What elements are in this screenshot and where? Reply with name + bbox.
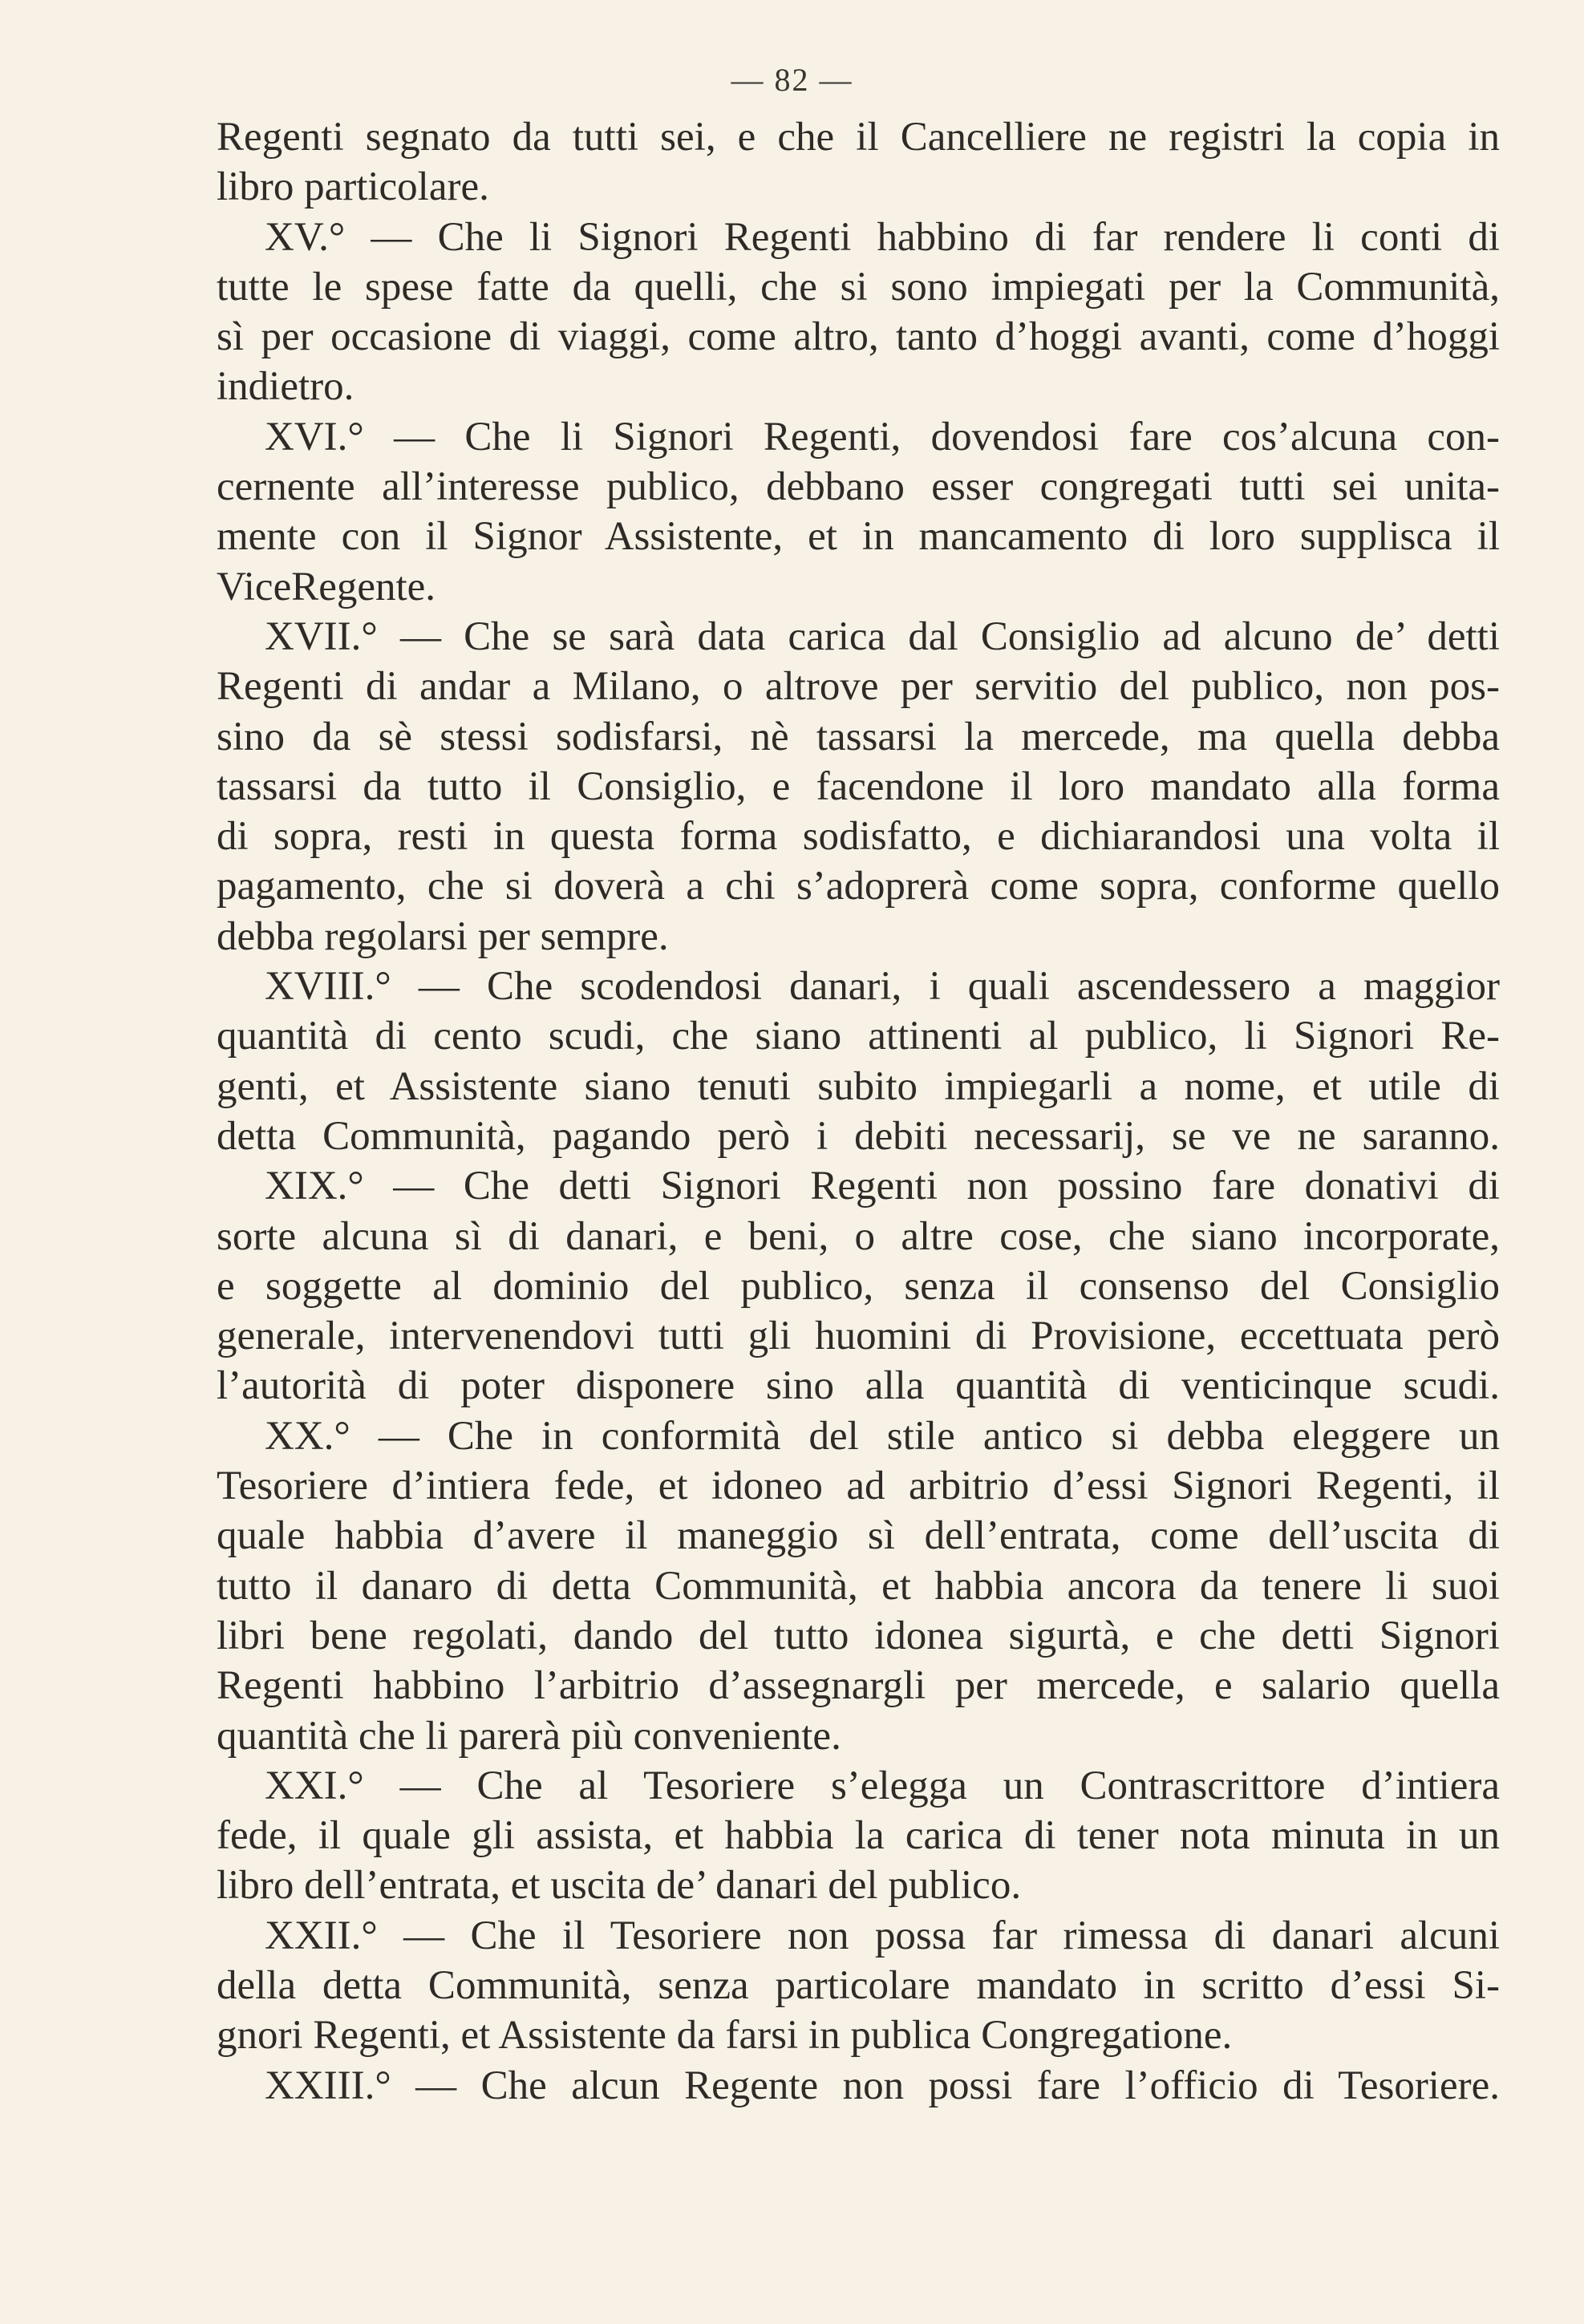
text-line: XIX.° — Che detti Signori Regenti non possino fare donativi di (265, 1164, 1500, 1209)
text-line: gnori Regenti, et Assistente da farsi in publica Congregatione. (217, 2013, 1233, 2059)
text-line: ViceRegente. (217, 564, 436, 609)
text-line: libro dell’entrata, et uscita de’ danari del publico. (217, 1863, 1022, 1909)
text-line: XXI.° — Che al Tesoriere s’elegga un Contrascrittore d’intiera (265, 1763, 1500, 1808)
text-line: l’autorità di poter disponere sino alla quantità di venticinque scudi. (217, 1363, 1500, 1409)
text-line: quantità di cento scudi, che siano attinenti al publico, li Signori Re- (217, 1014, 1500, 1059)
text-line: XVII.° — Che se sarà data carica dal Consiglio ad alcuno de’ detti (265, 613, 1500, 659)
text-line: XVIII.° — Che scodendosi danari, i quali ascendessero a maggior (265, 964, 1500, 1010)
text-line: pagamento, che si doverà a chi s’adoprerà come sopra, conforme quello (217, 864, 1500, 909)
text-line: Tesoriere d’intiera fede, et idoneo ad arbitrio d’essi Signori Regenti, il (217, 1464, 1500, 1509)
body-text (217, 112, 1500, 2111)
text-line: genti, et Assistente siano tenuti subito impiegarli a nome, et utile di (217, 1063, 1500, 1109)
text-line: indietro. (217, 364, 354, 410)
text-line: XV.° — Che li Signori Regenti habbino di far rendere li conti di (265, 214, 1500, 260)
text-line: quale habbia d’avere il maneggio sì dell’entrata, come dell’uscita di (217, 1513, 1500, 1559)
text-line: sino da sè stessi sodisfarsi, nè tassarsi la mercede, ma quella debba (217, 714, 1500, 759)
text-line: sì per occasione di viaggi, come altro, tanto d’hoggi avanti, come d’hoggi (217, 314, 1500, 360)
page-number: — 82 — (731, 62, 853, 98)
text-line: di sopra, resti in questa forma sodisfatto, e dichiarandosi una volta il (217, 814, 1500, 860)
text-line: quantità che li parerà più conveniente. (217, 1713, 841, 1759)
text-line: XXIII.° — Che alcun Regente non possi fare l’officio di Tesoriere. (265, 2063, 1500, 2108)
text-line: generale, intervenendovi tutti gli huomini di Provisione, eccettuata però (217, 1314, 1500, 1359)
text-line: Regenti di andar a Milano, o altrove per servitio del publico, non pos- (217, 664, 1500, 710)
text-line: XX.° — Che in conformità del stile antico si debba eleggere un (265, 1413, 1500, 1459)
text-line: della detta Communità, senza particolare mandato in scritto d’essi Si- (217, 1962, 1500, 2008)
text-line: Regenti habbino l’arbitrio d’assegnargli per mercede, e salario quella (217, 1663, 1500, 1709)
text-line: e soggette al dominio del publico, senza il consenso del Consiglio (217, 1263, 1500, 1309)
text-line: mente con il Signor Assistente, et in mancamento di loro supplisca il (217, 514, 1500, 560)
text-line: cernente all’interesse publico, debbano esser congregati tutti sei unita- (217, 464, 1500, 510)
text-line: Regenti segnato da tutti sei, e che il Cancelliere ne registri la copia in (217, 115, 1500, 160)
text-line: tassarsi da tutto il Consiglio, e facendone il loro mandato alla forma (217, 763, 1500, 809)
text-line: XXII.° — Che il Tesoriere non possa far rimessa di danari alcuni (265, 1913, 1500, 1958)
text-line: fede, il quale gli assista, et habbia la carica di tener nota minuta in un (217, 1813, 1500, 1859)
text-line: sorte alcuna sì di danari, e beni, o altre cose, che siano incorporate, (217, 1213, 1500, 1259)
text-line: libri bene regolati, dando del tutto idonea sigurtà, e che detti Signori (217, 1613, 1500, 1658)
text-line: detta Communità, pagando però i debiti necessarij, se ve ne saranno. (217, 1113, 1500, 1159)
text-line: tutte le spese fatte da quelli, che si sono impiegati per la Communità, (217, 264, 1500, 310)
text-line: tutto il danaro di detta Communità, et habbia ancora da tenere li suoi (217, 1563, 1500, 1609)
text-line: XVI.° — Che li Signori Regenti, dovendosi fare cos’alcuna con- (265, 414, 1500, 460)
text-line: libro particolare. (217, 164, 489, 210)
text-line: debba regolarsi per sempre. (217, 913, 669, 959)
